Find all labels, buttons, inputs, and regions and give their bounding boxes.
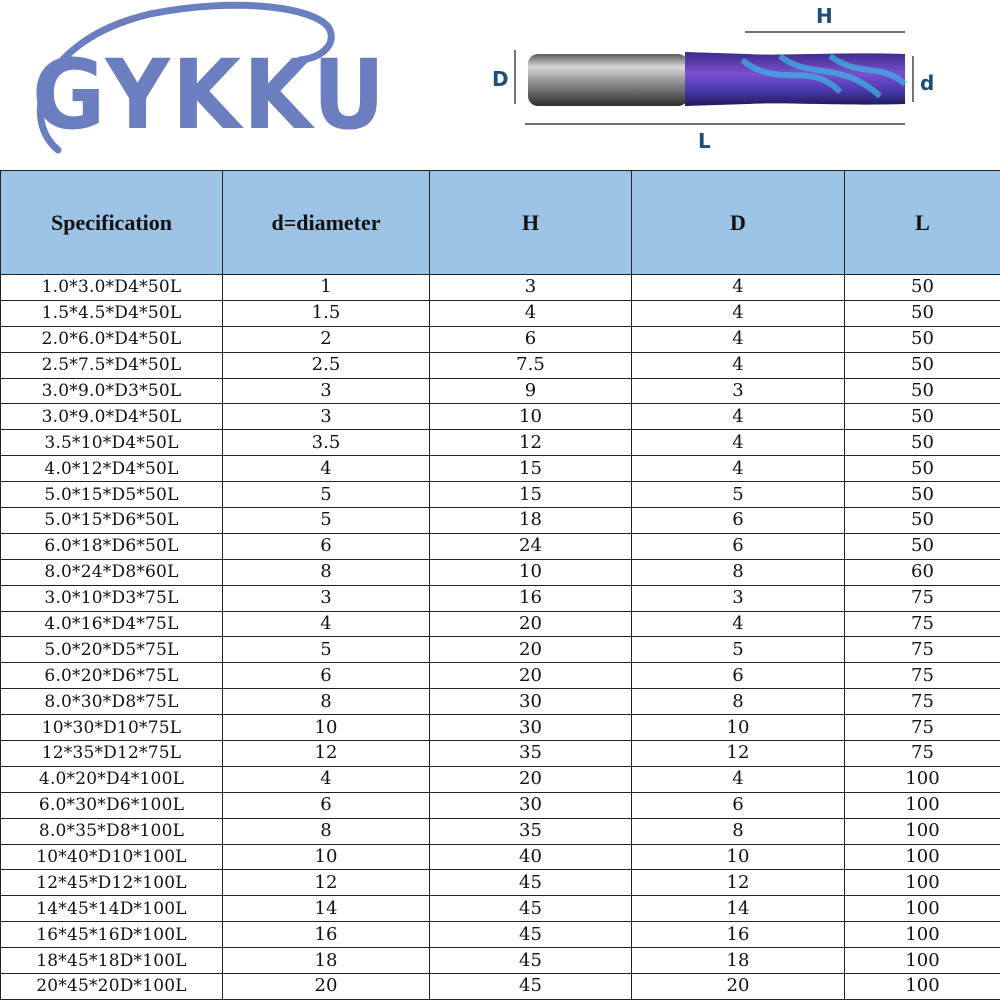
table-row xyxy=(1,300,1000,326)
cell-h: 45 xyxy=(430,896,632,922)
cell-diameter: 12 xyxy=(223,741,430,767)
table-row xyxy=(1,456,1000,482)
cell-d: 8 xyxy=(632,689,845,715)
cell-h: 10 xyxy=(430,559,632,585)
table-row xyxy=(1,844,1000,870)
cell-l: 75 xyxy=(845,741,1000,767)
header-l: L xyxy=(845,171,1000,275)
cell-h: 30 xyxy=(430,715,632,741)
cell-d: 6 xyxy=(632,792,845,818)
tool-flutes xyxy=(685,52,905,106)
cell-l: 50 xyxy=(845,352,1000,378)
cell-diameter: 14 xyxy=(223,896,430,922)
cell-l: 50 xyxy=(845,430,1000,456)
cell-h: 30 xyxy=(430,689,632,715)
cell-h: 30 xyxy=(430,792,632,818)
cell-d: 4 xyxy=(632,766,845,792)
cell-diameter: 6 xyxy=(223,792,430,818)
cell-diameter: 4 xyxy=(223,456,430,482)
cell-specification: 4.0*12*D4*50L xyxy=(1,456,223,482)
cell-diameter: 8 xyxy=(223,559,430,585)
cell-h: 3 xyxy=(430,275,632,301)
cell-d: 6 xyxy=(632,508,845,534)
table-header-row xyxy=(1,171,1000,275)
cell-specification: 1.0*3.0*D4*50L xyxy=(1,275,223,301)
header-diameter: d=diameter xyxy=(223,171,430,275)
cell-h: 35 xyxy=(430,741,632,767)
cell-diameter: 18 xyxy=(223,948,430,974)
cell-h: 35 xyxy=(430,818,632,844)
cell-d: 10 xyxy=(632,844,845,870)
cell-specification: 20*45*20D*100L xyxy=(1,974,223,1000)
brand-logo xyxy=(0,0,470,170)
cell-specification: 10*30*D10*75L xyxy=(1,715,223,741)
cell-h: 15 xyxy=(430,482,632,508)
cell-h: 20 xyxy=(430,637,632,663)
table-row xyxy=(1,378,1000,404)
cell-l: 50 xyxy=(845,456,1000,482)
table-row xyxy=(1,585,1000,611)
cell-diameter: 5 xyxy=(223,482,430,508)
cell-specification: 6.0*18*D6*50L xyxy=(1,533,223,559)
cell-h: 40 xyxy=(430,844,632,870)
cell-h: 4 xyxy=(430,300,632,326)
cell-specification: 16*45*16D*100L xyxy=(1,922,223,948)
cell-d: 12 xyxy=(632,870,845,896)
table-row xyxy=(1,430,1000,456)
cell-l: 100 xyxy=(845,922,1000,948)
cell-d: 18 xyxy=(632,948,845,974)
cell-h: 20 xyxy=(430,663,632,689)
cell-l: 50 xyxy=(845,326,1000,352)
cell-specification: 3.0*9.0*D3*50L xyxy=(1,378,223,404)
label-H: H xyxy=(816,4,833,28)
cell-l: 100 xyxy=(845,870,1000,896)
cell-d: 4 xyxy=(632,611,845,637)
cell-l: 50 xyxy=(845,508,1000,534)
cell-diameter: 3.5 xyxy=(223,430,430,456)
logo-text: GYKKU xyxy=(32,39,387,151)
cell-l: 75 xyxy=(845,715,1000,741)
cell-l: 75 xyxy=(845,585,1000,611)
cell-d: 4 xyxy=(632,430,845,456)
cell-h: 16 xyxy=(430,585,632,611)
cell-d: 3 xyxy=(632,585,845,611)
cell-specification: 8.0*35*D8*100L xyxy=(1,818,223,844)
cell-l: 75 xyxy=(845,663,1000,689)
label-D: D xyxy=(492,67,509,91)
cell-specification: 2.5*7.5*D4*50L xyxy=(1,352,223,378)
cell-specification: 5.0*15*D5*50L xyxy=(1,482,223,508)
cell-specification: 3.0*10*D3*75L xyxy=(1,585,223,611)
cell-diameter: 8 xyxy=(223,689,430,715)
specification-table xyxy=(0,170,1000,1000)
cell-h: 7.5 xyxy=(430,352,632,378)
cell-h: 15 xyxy=(430,456,632,482)
cell-h: 12 xyxy=(430,430,632,456)
cell-l: 100 xyxy=(845,766,1000,792)
table-row xyxy=(1,275,1000,301)
cell-h: 45 xyxy=(430,922,632,948)
table-row xyxy=(1,611,1000,637)
cell-l: 60 xyxy=(845,559,1000,585)
cell-specification: 12*45*D12*100L xyxy=(1,870,223,896)
cell-specification: 3.0*9.0*D4*50L xyxy=(1,404,223,430)
table-row xyxy=(1,637,1000,663)
cell-diameter: 4 xyxy=(223,766,430,792)
cell-d: 14 xyxy=(632,896,845,922)
table-row xyxy=(1,948,1000,974)
cell-specification: 2.0*6.0*D4*50L xyxy=(1,326,223,352)
cell-specification: 14*45*14D*100L xyxy=(1,896,223,922)
cell-specification: 1.5*4.5*D4*50L xyxy=(1,300,223,326)
cell-specification: 8.0*24*D8*60L xyxy=(1,559,223,585)
cell-d: 4 xyxy=(632,404,845,430)
cell-diameter: 1.5 xyxy=(223,300,430,326)
label-L: L xyxy=(698,129,711,153)
table-row xyxy=(1,766,1000,792)
table-row xyxy=(1,508,1000,534)
cell-d: 3 xyxy=(632,378,845,404)
cell-specification: 4.0*20*D4*100L xyxy=(1,766,223,792)
cell-l: 75 xyxy=(845,637,1000,663)
cell-l: 50 xyxy=(845,404,1000,430)
cell-diameter: 20 xyxy=(223,974,430,1000)
cell-diameter: 3 xyxy=(223,378,430,404)
cell-d: 4 xyxy=(632,275,845,301)
cell-specification: 3.5*10*D4*50L xyxy=(1,430,223,456)
cell-d: 4 xyxy=(632,326,845,352)
cell-l: 50 xyxy=(845,378,1000,404)
cell-specification: 5.0*20*D5*75L xyxy=(1,637,223,663)
table-row xyxy=(1,663,1000,689)
cell-specification: 10*40*D10*100L xyxy=(1,844,223,870)
cell-diameter: 2 xyxy=(223,326,430,352)
cell-d: 6 xyxy=(632,533,845,559)
cell-d: 20 xyxy=(632,974,845,1000)
cell-l: 50 xyxy=(845,300,1000,326)
cell-diameter: 3 xyxy=(223,404,430,430)
cell-d: 4 xyxy=(632,456,845,482)
cell-d: 8 xyxy=(632,559,845,585)
cell-diameter: 8 xyxy=(223,818,430,844)
cell-d: 12 xyxy=(632,741,845,767)
table-row xyxy=(1,715,1000,741)
cell-h: 20 xyxy=(430,611,632,637)
cell-h: 6 xyxy=(430,326,632,352)
cell-l: 100 xyxy=(845,896,1000,922)
table-body xyxy=(1,275,1000,1000)
cell-h: 24 xyxy=(430,533,632,559)
cell-diameter: 6 xyxy=(223,533,430,559)
table-row xyxy=(1,559,1000,585)
cell-specification: 12*35*D12*75L xyxy=(1,741,223,767)
cell-diameter: 16 xyxy=(223,922,430,948)
table-row xyxy=(1,792,1000,818)
cell-diameter: 5 xyxy=(223,508,430,534)
cell-d: 5 xyxy=(632,637,845,663)
table-row xyxy=(1,741,1000,767)
cell-specification: 8.0*30*D8*75L xyxy=(1,689,223,715)
cell-d: 8 xyxy=(632,818,845,844)
table-row xyxy=(1,352,1000,378)
cell-l: 100 xyxy=(845,792,1000,818)
table-row xyxy=(1,326,1000,352)
table-row xyxy=(1,896,1000,922)
cell-d: 5 xyxy=(632,482,845,508)
cell-diameter: 10 xyxy=(223,844,430,870)
table-row xyxy=(1,974,1000,1000)
cell-h: 18 xyxy=(430,508,632,534)
cell-diameter: 5 xyxy=(223,637,430,663)
table-row xyxy=(1,482,1000,508)
cell-d: 16 xyxy=(632,922,845,948)
cell-specification: 4.0*16*D4*75L xyxy=(1,611,223,637)
label-d: d xyxy=(920,71,935,95)
cell-l: 50 xyxy=(845,533,1000,559)
cell-d: 6 xyxy=(632,663,845,689)
header-h: H xyxy=(430,171,632,275)
cell-diameter: 12 xyxy=(223,870,430,896)
cell-l: 50 xyxy=(845,482,1000,508)
cell-diameter: 3 xyxy=(223,585,430,611)
cell-diameter: 1 xyxy=(223,275,430,301)
cell-l: 100 xyxy=(845,818,1000,844)
cell-h: 9 xyxy=(430,378,632,404)
cell-h: 45 xyxy=(430,870,632,896)
cell-specification: 5.0*15*D6*50L xyxy=(1,508,223,534)
tool-shank xyxy=(528,54,688,106)
cell-diameter: 6 xyxy=(223,663,430,689)
cell-diameter: 2.5 xyxy=(223,352,430,378)
table-row xyxy=(1,404,1000,430)
table-row xyxy=(1,533,1000,559)
cell-specification: 18*45*18D*100L xyxy=(1,948,223,974)
header-d: D xyxy=(632,171,845,275)
cell-h: 10 xyxy=(430,404,632,430)
cell-d: 4 xyxy=(632,300,845,326)
cell-d: 10 xyxy=(632,715,845,741)
cell-l: 50 xyxy=(845,275,1000,301)
cell-l: 100 xyxy=(845,974,1000,1000)
cell-specification: 6.0*30*D6*100L xyxy=(1,792,223,818)
cell-d: 4 xyxy=(632,352,845,378)
table-row xyxy=(1,689,1000,715)
cell-h: 20 xyxy=(430,766,632,792)
table-row xyxy=(1,818,1000,844)
table-row xyxy=(1,922,1000,948)
cell-l: 100 xyxy=(845,948,1000,974)
cell-diameter: 10 xyxy=(223,715,430,741)
cell-l: 100 xyxy=(845,844,1000,870)
cell-l: 75 xyxy=(845,611,1000,637)
cell-h: 45 xyxy=(430,948,632,974)
cell-specification: 6.0*20*D6*75L xyxy=(1,663,223,689)
cell-diameter: 4 xyxy=(223,611,430,637)
cell-l: 75 xyxy=(845,689,1000,715)
table-row xyxy=(1,870,1000,896)
header-specification: Specification xyxy=(1,171,223,275)
end-mill-diagram xyxy=(480,0,1000,165)
cell-h: 45 xyxy=(430,974,632,1000)
